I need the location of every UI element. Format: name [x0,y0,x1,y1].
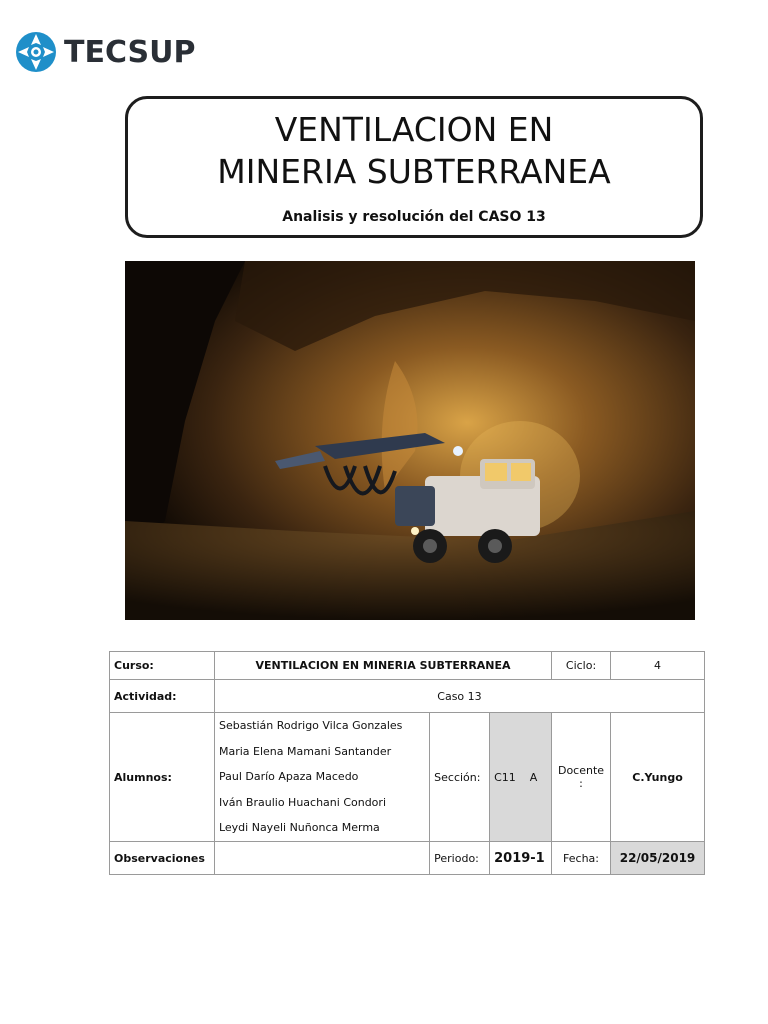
docente-label [552,713,611,842]
docente-value: C.Yungo [611,713,705,842]
mine-tunnel-photo [125,261,695,620]
tecsup-logo [14,30,195,74]
title-line-1: VENTILACION EN [274,110,554,149]
list-item: Maria Elena Mamani Santander [218,744,392,758]
periodo-value: 2019-1 [490,842,552,875]
docente-label-text: Docente [557,764,605,777]
title-box [125,96,703,238]
subtitle: Analisis y resolución del CASO 13 [282,209,546,225]
logo-text: TECSUP [64,34,196,70]
observaciones-value [214,842,429,875]
alumnos-label: Alumnos: [110,713,215,842]
list-item: Leydi Nayeli Nuñonca Merma [218,821,380,835]
curso-label: Curso: [110,652,215,680]
list-item: Sebastián Rodrigo Vilca Gonzales [218,719,403,733]
periodo-label: Periodo: [430,842,490,875]
list-item: Iván Braulio Huachani Condori [218,795,386,809]
seccion-value: C11 A [490,713,552,842]
title-line-2: MINERIA SUBTERRANEA [217,152,611,191]
ciclo-value: 4 [611,652,705,680]
alumnos-list [214,713,429,842]
ciclo-label: Ciclo: [552,652,611,680]
fecha-label: Fecha: [552,842,611,875]
observaciones-label: Observaciones [110,842,215,875]
list-item: Paul Darío Apaza Macedo [218,770,359,784]
actividad-value: Caso 13 [214,680,704,713]
actividad-label: Actividad: [110,680,215,713]
curso-value: VENTILACION EN MINERIA SUBTERRANEA [214,652,551,680]
tecsup-emblem-icon [14,30,58,74]
info-table [109,651,705,875]
docente-label-colon: : [579,777,583,790]
fecha-value: 22/05/2019 [611,842,705,875]
seccion-label: Sección: [430,713,490,842]
